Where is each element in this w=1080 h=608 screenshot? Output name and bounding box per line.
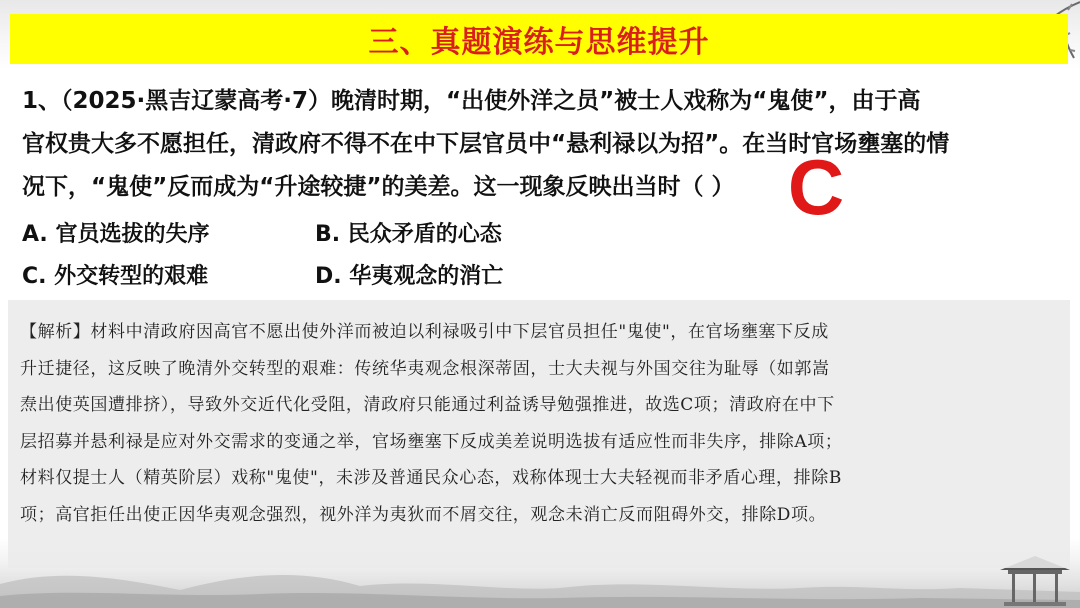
question-line: 官权贵大多不愿担任，清政府不得不在中下层官员中“悬利禄以为招”。在当时官场壅塞的情 [22, 131, 950, 157]
answer-options [22, 214, 1062, 298]
question-line: 况下，“鬼使”反而成为“升途较捷”的美差。这一现象反映出当时（ ） [22, 174, 735, 200]
answer-mark: C [787, 143, 845, 231]
analysis-panel [8, 300, 1070, 568]
option-row [22, 256, 1062, 298]
option-c[interactable]: C. 外交转型的艰难 [22, 264, 209, 289]
question-line: 1、（2025·黑吉辽蒙高考·7）晚清时期，“出使外洋之员”被士人戏称为“鬼使”，由于高 [22, 88, 921, 114]
question-stem [22, 80, 1062, 209]
analysis-line: 层招募并悬利禄是应对外交需求的变通之举，官场壅塞下反成美差说明选拔有适应性而非失序，排除A项； [20, 431, 843, 452]
analysis-line: 升迁捷径，这反映了晚清外交转型的艰难：传统华夷观念根深蒂固，士大夫视与外国交往为耻辱（如郭嵩 [20, 358, 830, 379]
analysis-line: 焘出使英国遭排挤），导致外交近代化受阻，清政府只能通过利益诱导勉强推进，故选C项；清政府在中下 [20, 395, 835, 415]
option-row [22, 214, 1062, 256]
analysis-line: 【解析】材料中清政府因高官不愿出使外洋而被迫以利禄吸引中下层官员担任"鬼使"，在官场壅塞下反成 [20, 322, 829, 342]
option-d[interactable]: D. 华夷观念的消亡 [315, 264, 504, 289]
section-title: 三、真题演练与思维提升 [368, 25, 710, 60]
analysis-line: 项；高官拒任出使正因华夷观念强烈，视外洋为夷狄而不屑交往，观念未消亡反而阻碍外交，排除D项。 [20, 504, 827, 525]
analysis-line: 材料仅提士人（精英阶层）戏称"鬼使"，未涉及普通民众心态，戏称体现士大夫轻视而非矛盾心理，排除B [20, 468, 842, 488]
title-banner [10, 14, 1068, 64]
option-a[interactable]: A. 官员选拔的失序 [22, 222, 210, 247]
option-b[interactable]: B. 民众矛盾的心态 [315, 222, 502, 247]
